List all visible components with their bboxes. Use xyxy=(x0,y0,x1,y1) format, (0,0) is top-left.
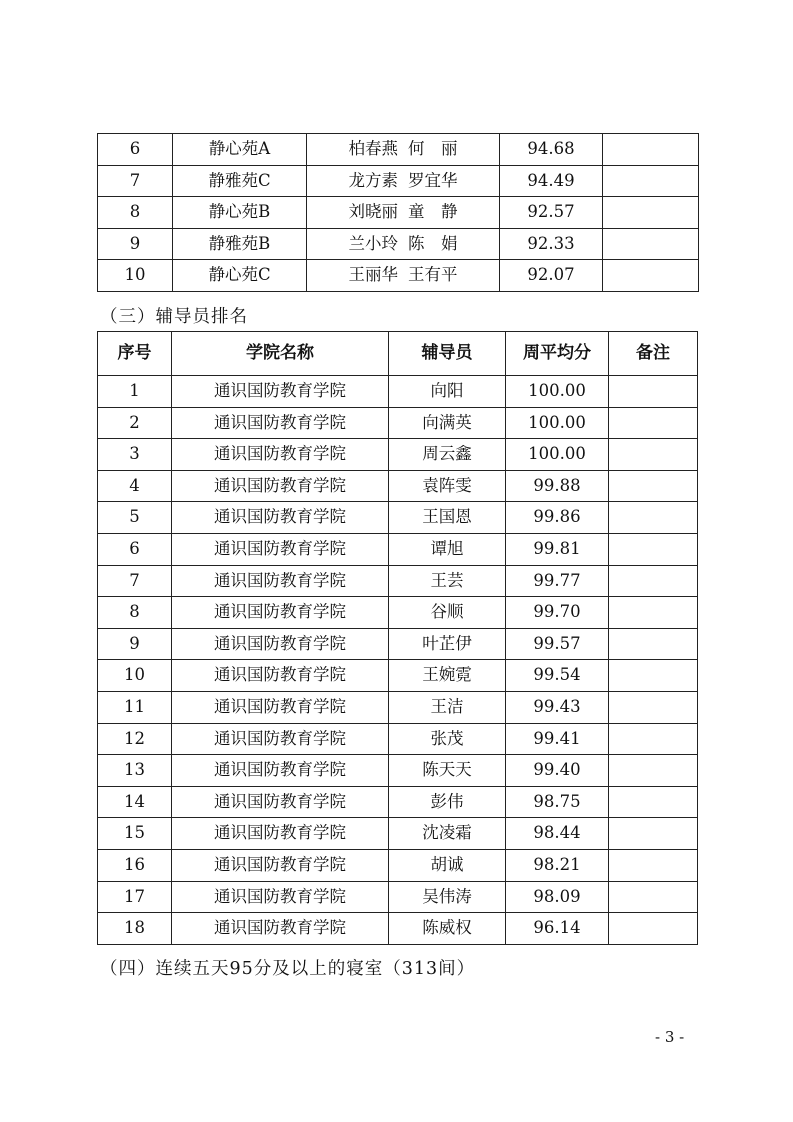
score-cell: 98.75 xyxy=(506,786,609,818)
note-cell xyxy=(609,407,698,439)
note-cell xyxy=(609,628,698,660)
member-names xyxy=(349,204,458,221)
note-cell xyxy=(609,597,698,629)
note-cell xyxy=(609,913,698,945)
table-row xyxy=(98,849,698,881)
score-cell: 99.86 xyxy=(506,502,609,534)
table-row xyxy=(98,597,698,629)
rank-cell: 6 xyxy=(98,533,172,565)
score-cell: 99.41 xyxy=(506,723,609,755)
rank-cell: 5 xyxy=(98,502,172,534)
table-row xyxy=(98,913,698,945)
college-cell: 通识国防教育学院 xyxy=(172,628,389,660)
counselor-cell: 吴伟涛 xyxy=(389,881,506,913)
note-cell xyxy=(609,470,698,502)
rank-cell: 10 xyxy=(98,660,172,692)
rank-cell: 9 xyxy=(98,228,173,260)
college-cell: 通识国防教育学院 xyxy=(172,470,389,502)
table-row xyxy=(98,197,699,229)
rank-cell: 7 xyxy=(98,165,173,197)
rank-cell: 2 xyxy=(98,407,172,439)
table-row xyxy=(98,818,698,850)
counselor-cell: 谷顺 xyxy=(389,597,506,629)
member-name: 陈 娟 xyxy=(408,233,458,253)
rank-cell: 13 xyxy=(98,755,172,787)
college-cell: 通识国防教育学院 xyxy=(172,597,389,629)
member-name: 柏春燕 xyxy=(348,139,398,159)
member-name: 兰小玲 xyxy=(348,233,398,253)
member-names xyxy=(349,267,458,284)
rank-cell: 15 xyxy=(98,818,172,850)
table-row xyxy=(98,691,698,723)
score-cell: 100.00 xyxy=(506,376,609,408)
member-name: 罗宜华 xyxy=(408,170,458,190)
header-weekly-average: 周平均分 xyxy=(506,332,609,376)
rank-cell: 17 xyxy=(98,881,172,913)
table-row xyxy=(98,134,699,166)
header-rank: 序号 xyxy=(98,332,172,376)
member-names xyxy=(348,170,458,190)
dorm-cell: 静心苑B xyxy=(173,197,307,229)
counselor-cell: 张茂 xyxy=(389,723,506,755)
college-cell: 通识国防教育学院 xyxy=(172,502,389,534)
dorm-cell: 静心苑C xyxy=(173,260,307,292)
note-cell xyxy=(609,881,698,913)
table-row xyxy=(98,723,698,755)
note-cell xyxy=(609,502,698,534)
counselor-cell: 陈威权 xyxy=(389,913,506,945)
rank-cell: 6 xyxy=(98,134,173,166)
college-cell: 通识国防教育学院 xyxy=(172,818,389,850)
score-cell: 100.00 xyxy=(506,439,609,471)
table-row xyxy=(98,376,698,408)
note-cell xyxy=(609,755,698,787)
rank-cell: 8 xyxy=(98,197,173,229)
note-cell xyxy=(603,228,699,260)
counselor-cell: 王国恩 xyxy=(389,502,506,534)
members-cell xyxy=(307,228,500,260)
note-cell xyxy=(609,533,698,565)
dorm-cell: 静雅苑C xyxy=(173,165,307,197)
note-cell xyxy=(609,376,698,408)
score-cell: 99.43 xyxy=(506,691,609,723)
counselor-ranking-table-body xyxy=(98,376,698,945)
page-number: - 3 - xyxy=(655,1028,685,1046)
members-cell xyxy=(307,134,500,166)
college-cell: 通识国防教育学院 xyxy=(172,407,389,439)
score-cell: 99.40 xyxy=(506,755,609,787)
college-cell: 通识国防教育学院 xyxy=(172,881,389,913)
member-name: 王有平 xyxy=(408,265,458,285)
college-cell: 通识国防教育学院 xyxy=(172,533,389,565)
score-cell: 99.81 xyxy=(506,533,609,565)
table-row xyxy=(98,439,698,471)
header-counselor: 辅导员 xyxy=(389,332,506,376)
table-row xyxy=(98,755,698,787)
score-cell: 99.70 xyxy=(506,597,609,629)
rank-cell: 12 xyxy=(98,723,172,755)
header-note: 备注 xyxy=(609,332,698,376)
score-cell: 99.88 xyxy=(506,470,609,502)
rank-cell: 18 xyxy=(98,913,172,945)
note-cell xyxy=(609,439,698,471)
note-cell xyxy=(609,786,698,818)
score-cell: 98.44 xyxy=(506,818,609,850)
member-name: 龙方素 xyxy=(348,170,398,190)
score-cell: 99.77 xyxy=(506,565,609,597)
note-cell xyxy=(603,134,699,166)
rank-cell: 1 xyxy=(98,376,172,408)
counselor-cell: 向阳 xyxy=(389,376,506,408)
header-college: 学院名称 xyxy=(172,332,389,376)
members-cell xyxy=(307,260,500,292)
rank-cell: 7 xyxy=(98,565,172,597)
note-cell xyxy=(609,818,698,850)
score-cell: 94.49 xyxy=(500,165,603,197)
counselor-cell: 胡诚 xyxy=(389,849,506,881)
counselor-cell: 陈天天 xyxy=(389,755,506,787)
counselor-cell: 沈凌霜 xyxy=(389,818,506,850)
rank-cell: 14 xyxy=(98,786,172,818)
table-header-row xyxy=(98,332,698,376)
note-cell xyxy=(603,197,699,229)
table-row xyxy=(98,881,698,913)
score-cell: 100.00 xyxy=(506,407,609,439)
score-cell: 94.68 xyxy=(500,134,603,166)
college-cell: 通识国防教育学院 xyxy=(172,849,389,881)
score-cell: 96.14 xyxy=(506,913,609,945)
college-cell: 通识国防教育学院 xyxy=(172,786,389,818)
table-row xyxy=(98,470,698,502)
dormitory-ranking-table-continued xyxy=(97,133,699,292)
counselor-cell: 王芸 xyxy=(389,565,506,597)
table-row xyxy=(98,533,698,565)
table-row xyxy=(98,628,698,660)
table-row xyxy=(98,228,699,260)
counselor-cell: 叶芷伊 xyxy=(389,628,506,660)
note-cell xyxy=(603,165,699,197)
counselor-ranking-table xyxy=(97,331,698,945)
member-name: 王丽华 xyxy=(348,265,398,285)
counselor-cell: 袁阵雯 xyxy=(389,470,506,502)
score-cell: 92.33 xyxy=(500,228,603,260)
rank-cell: 8 xyxy=(98,597,172,629)
table-row xyxy=(98,786,698,818)
table-row xyxy=(98,565,698,597)
rank-cell: 11 xyxy=(98,691,172,723)
member-names xyxy=(348,233,458,253)
member-name: 刘晓丽 xyxy=(348,202,398,222)
score-cell: 99.57 xyxy=(506,628,609,660)
member-names xyxy=(349,141,458,158)
counselor-cell: 谭旭 xyxy=(389,533,506,565)
score-cell: 92.07 xyxy=(500,260,603,292)
score-cell: 98.09 xyxy=(506,881,609,913)
rank-cell: 16 xyxy=(98,849,172,881)
note-cell xyxy=(603,260,699,292)
dormitory-ranking-table-body xyxy=(98,134,699,292)
members-cell xyxy=(307,197,500,229)
section-heading-dorm-streak: （四）连续五天95分及以上的寝室（313间） xyxy=(100,959,476,979)
rank-cell: 10 xyxy=(98,260,173,292)
note-cell xyxy=(609,849,698,881)
table-row xyxy=(98,165,699,197)
college-cell: 通识国防教育学院 xyxy=(172,691,389,723)
dorm-cell: 静雅苑B xyxy=(173,228,307,260)
note-cell xyxy=(609,565,698,597)
counselor-cell: 向满英 xyxy=(389,407,506,439)
table-row xyxy=(98,407,698,439)
rank-cell: 3 xyxy=(98,439,172,471)
counselor-cell: 周云鑫 xyxy=(389,439,506,471)
college-cell: 通识国防教育学院 xyxy=(172,755,389,787)
note-cell xyxy=(609,691,698,723)
college-cell: 通识国防教育学院 xyxy=(172,565,389,597)
college-cell: 通识国防教育学院 xyxy=(172,723,389,755)
score-cell: 92.57 xyxy=(500,197,603,229)
counselor-cell: 王婉霓 xyxy=(389,660,506,692)
rank-cell: 9 xyxy=(98,628,172,660)
section-heading-counselor-ranking: （三）辅导员排名 xyxy=(100,307,248,327)
member-name: 童 静 xyxy=(408,202,458,222)
score-cell: 98.21 xyxy=(506,849,609,881)
college-cell: 通识国防教育学院 xyxy=(172,439,389,471)
college-cell: 通识国防教育学院 xyxy=(172,660,389,692)
score-cell: 99.54 xyxy=(506,660,609,692)
table-row xyxy=(98,660,698,692)
college-cell: 通识国防教育学院 xyxy=(172,376,389,408)
dorm-cell: 静心苑A xyxy=(173,134,307,166)
counselor-cell: 彭伟 xyxy=(389,786,506,818)
college-cell: 通识国防教育学院 xyxy=(172,913,389,945)
rank-cell: 4 xyxy=(98,470,172,502)
table-row xyxy=(98,260,699,292)
table-row xyxy=(98,502,698,534)
note-cell xyxy=(609,723,698,755)
members-cell xyxy=(307,165,500,197)
note-cell xyxy=(609,660,698,692)
counselor-cell: 王洁 xyxy=(389,691,506,723)
member-name: 何 丽 xyxy=(408,139,458,159)
